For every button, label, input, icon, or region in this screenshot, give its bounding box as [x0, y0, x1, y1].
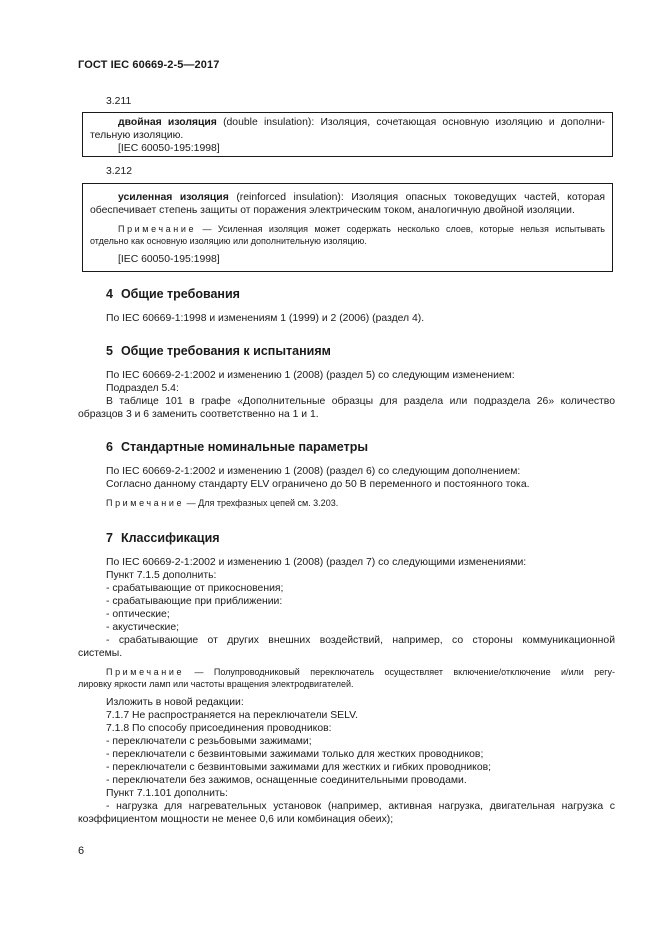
- clause-number-3-212: 3.212: [106, 166, 133, 177]
- section-7-body: [78, 556, 615, 826]
- term-reference: [IEC 60050-195:1998]: [118, 143, 220, 154]
- document-header: ГОСТ IEC 60669-2-5—2017: [78, 59, 220, 71]
- term-definition-text: (double insulation): Изоляция, сочетающая основную изоляцию и дополни-: [216, 117, 606, 128]
- note-text: — Для трехфазных цепей см. 3.203.: [184, 498, 339, 508]
- paragraph: Изложить в новой редакции:: [106, 697, 244, 708]
- paragraph: Пункт 7.1.5 дополнить:: [106, 570, 217, 581]
- list-item: - переключатели с безвинтовыми зажимами для жестких и гибких проводников;: [106, 762, 492, 773]
- term-box-double-insulation: [82, 112, 613, 157]
- paragraph: образцов 3 и 6 заменить соответственно на 1 и 1.: [78, 409, 319, 420]
- note-line: [78, 666, 615, 678]
- paragraph: 7.1.8 По способу присоединения проводников:: [106, 723, 332, 734]
- section-title: Общие требования: [120, 287, 240, 301]
- paragraph: Подраздел 5.4:: [106, 383, 179, 394]
- list-item: системы.: [78, 648, 123, 659]
- term-definition-line: тельную изоляцию.: [90, 130, 184, 141]
- section-4-body: [78, 312, 615, 325]
- clause-number-3-211: 3.211: [106, 96, 132, 107]
- term-box-reinforced-insulation: [82, 183, 613, 272]
- paragraph: По IEC 60669-2-1:2002 и изменению 1 (2008) (раздел 7) со следующими изменениями:: [106, 557, 527, 568]
- term-name: двойная изоляция: [118, 117, 217, 128]
- term-definition-line: [90, 191, 605, 204]
- section-number: 5: [106, 344, 113, 358]
- section-number: 4: [106, 287, 113, 301]
- list-item: - оптические;: [106, 609, 170, 620]
- section-number: 7: [106, 531, 113, 545]
- section-heading-4: [106, 287, 240, 301]
- page-number: 6: [78, 845, 85, 857]
- paragraph: Согласно данному стандарту ELV ограничено до 50 В переменного и постоянного тока.: [106, 479, 530, 490]
- section-6-body: [78, 465, 615, 509]
- section-number: 6: [106, 440, 113, 454]
- list-item: коэффициентом мощности не менее 0,6 или комбинация обеих);: [78, 814, 394, 825]
- note-line: лировку яркости ламп или частоты вращения электродвигателей.: [78, 679, 354, 689]
- term-reference: [IEC 60050-195:1998]: [118, 254, 220, 265]
- paragraph: Пункт 7.1.101 дополнить:: [106, 788, 228, 799]
- list-item: - переключатели без зажимов, оснащенные соединительными проводами.: [106, 775, 467, 786]
- paragraph: По IEC 60669-1:1998 и изменениям 1 (1999) и 2 (2006) (раздел 4).: [106, 313, 425, 324]
- list-item: - срабатывающие от прикосновения;: [106, 583, 284, 594]
- note-label: Примечание: [118, 224, 197, 234]
- paragraph: В таблице 101 в графе «Дополнительные образцы для раздела или подраздела 26» количество: [106, 396, 615, 407]
- list-item: - нагрузка для нагревательных установок (например, активная нагрузка, двигательная нагрузка с: [106, 801, 615, 812]
- list-item: - акустические;: [106, 622, 180, 633]
- section-5-body: [78, 369, 615, 421]
- term-definition-text: (reinforced insulation): Изоляция опасных токоведущих частей, которая: [228, 192, 605, 203]
- note-text: — Полупроводниковый переключатель осуществляет включение/отключение и/или регу-: [184, 667, 615, 677]
- term-name: усиленная изоляция: [118, 192, 229, 203]
- list-item: - срабатывающие от других внешних воздействий, например, со стороны коммуникационной: [106, 635, 615, 646]
- note-label: Примечание: [106, 498, 185, 508]
- list-item: - срабатывающие при приближении:: [106, 596, 283, 607]
- section-heading-7: [106, 531, 220, 545]
- term-definition-line: обеспечивает степень защиты от поражения электрическим током, аналогичную двойной изоляции.: [90, 205, 575, 216]
- section-title: Классификация: [120, 531, 220, 545]
- paragraph: 7.1.7 Не распространяется на переключатели SELV.: [106, 710, 358, 721]
- note-line: [78, 497, 615, 509]
- list-item: - переключатели с резьбовыми зажимами;: [106, 736, 312, 747]
- note-line: [90, 223, 605, 235]
- note-label: Примечание: [106, 667, 185, 677]
- section-title: Общие требования к испытаниям: [120, 344, 331, 358]
- note-line: отдельно как основную изоляцию или дополнительную изоляцию.: [90, 236, 367, 246]
- paragraph: По IEC 60669-2-1:2002 и изменению 1 (2008) (раздел 6) со следующим дополнением:: [106, 466, 521, 477]
- list-item: - переключатели с безвинтовыми зажимами только для жестких проводников;: [106, 749, 484, 760]
- term-definition-line: [90, 116, 605, 129]
- note-text: — Усиленная изоляция может содержать несколько слоев, которые нельзя испытывать: [196, 224, 605, 234]
- section-heading-5: [106, 344, 331, 358]
- section-title: Стандартные номинальные параметры: [120, 440, 369, 454]
- paragraph: По IEC 60669-2-1:2002 и изменению 1 (2008) (раздел 5) со следующим изменением:: [106, 370, 515, 381]
- section-heading-6: [106, 440, 368, 454]
